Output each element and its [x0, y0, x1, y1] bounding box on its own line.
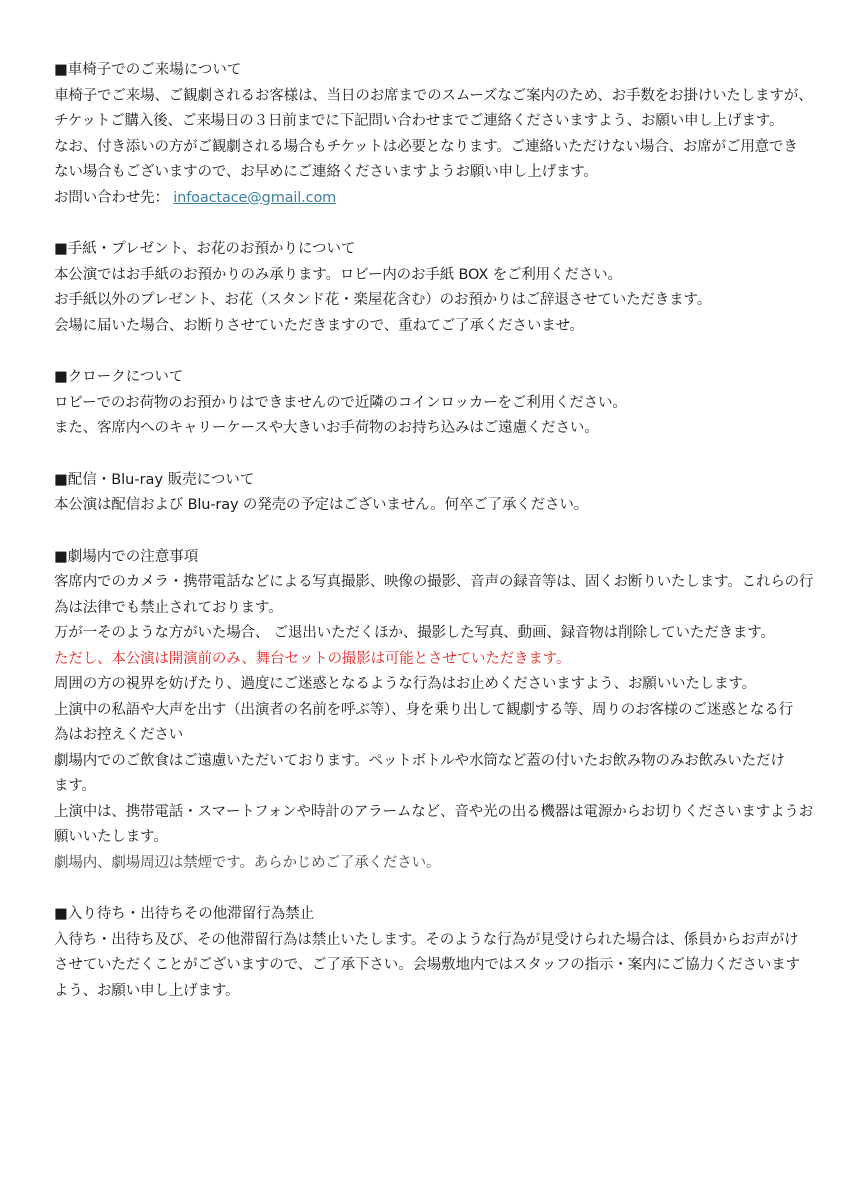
body-line: 為は法律でも禁止されております。 — [54, 599, 283, 616]
body-line: 為はお控えください — [54, 727, 184, 743]
section-wheelchair — [54, 58, 813, 211]
section-heading: ■車椅子でのご来場について — [54, 62, 242, 78]
section-heading: ■劇場内での注意事項 — [54, 548, 199, 565]
section-heading: ■入り待ち・出待ちその他滞留行為禁止 — [54, 906, 315, 922]
section-theater-rules — [54, 545, 814, 877]
section-no-loitering — [54, 902, 809, 1004]
body-line: 客席内でのカメラ・携帯電話などによる写真撮影、映像の撮影、音声の録音等は、固くお断りいたします。これらの行 — [54, 574, 814, 590]
body-line: 劇場内でのご飲食はご遠慮いただいております。ペットボトルや水筒など蓋の付いたお飲み物のみお飲みいただけ — [54, 752, 785, 769]
body-line: 会場に届いた場合、お断りさせていただきますので、重ねてご了承くださいませ。 — [54, 317, 584, 334]
body-line: 本公演ではお手紙のお預かりのみ承ります。ロビー内のお手紙 BOX をご利用ください。 — [54, 266, 622, 283]
body-line: 車椅子でご来場、ご観劇されるお客様は、当日のお席までのスムーズなご案内のため、お手数をお掛けいたしますが、 — [54, 87, 813, 104]
body-line: 万が一そのような方がいた場合、 ご退出いただくほか、撮影した写真、動画、録音物は削除していただきます。 — [54, 625, 775, 641]
body-line: 上演中は、携帯電話・スマートフォンや時計のアラームなど、音や光の出る機器は電源からお切りくださいますようお — [54, 803, 814, 820]
body-line: 願いいたします。 — [54, 829, 168, 845]
section-streaming-bluray — [54, 468, 809, 519]
body-line: ない場合もございますので、お早めにご連絡くださいますようお願い申し上げます。 — [54, 164, 598, 180]
section-heading: ■手紙・プレゼント、お花のお預かりについて — [54, 241, 356, 257]
body-line: ロビーでのお荷物のお預かりはできませんので近隣のコインロッカーをご利用ください。 — [54, 394, 627, 411]
section-letters-gifts — [54, 237, 809, 339]
body-line: ます。 — [54, 778, 96, 794]
section-cloakroom — [54, 365, 809, 442]
no-smoking-line: 劇場内、劇場周辺は禁煙です。あらかじめご了承ください。 — [54, 854, 441, 871]
body-line: 本公演は配信および Blu-ray の発売の予定はございません。何卒ご了承ください。 — [54, 497, 589, 513]
body-line: チケットご購入後、ご来場日の３日前までに下記問い合わせまでご連絡くださいますよう、お願い申し上げます。 — [54, 113, 784, 129]
body-line: 入待ち・出待ち及び、その他滞留行為は禁止いたします。そのような行為が見受けられた場合は、係員からお声がけ — [54, 931, 799, 948]
section-heading: ■クロークについて — [54, 369, 184, 385]
contact-line — [54, 186, 809, 212]
body-line: よう、お願い申し上げます。 — [54, 982, 240, 999]
body-line: 周囲の方の視界を妨げたり、過度にご迷惑となるような行為はお止めくださいますよう、お願いいたします。 — [54, 676, 756, 692]
body-line: 上演中の私語や大声を出す（出演者の名前を呼ぶ等）、身を乗り出して観劇する等、周りのお客様のご迷惑となる行 — [54, 701, 793, 718]
contact-label: お問い合わせ先： — [54, 189, 169, 206]
body-line: お手紙以外のプレゼント、お花（スタンド花・楽屋花含む）のお預かりはご辞退させていただきます。 — [54, 292, 712, 308]
section-heading: ■配信・Blu-ray 販売について — [54, 471, 255, 488]
body-line: させていただくことがございますので、ご了承下さい。会場敷地内ではスタッフの指示・案内にご協力くださいます — [54, 957, 800, 973]
body-line: また、客席内へのキャリーケースや大きいお手荷物のお持ち込みはご遠慮ください。 — [54, 420, 599, 436]
photo-permission-notice: ただし、本公演は開演前のみ、舞台セットの撮影は可能とさせていただきます。 — [54, 650, 571, 667]
contact-email-link[interactable]: infoactace@gmail.com — [173, 189, 337, 206]
body-line: なお、付き添いの方がご観劇される場合もチケットは必要となります。ご連絡いただけない場合、お席がご用意でき — [54, 138, 798, 155]
